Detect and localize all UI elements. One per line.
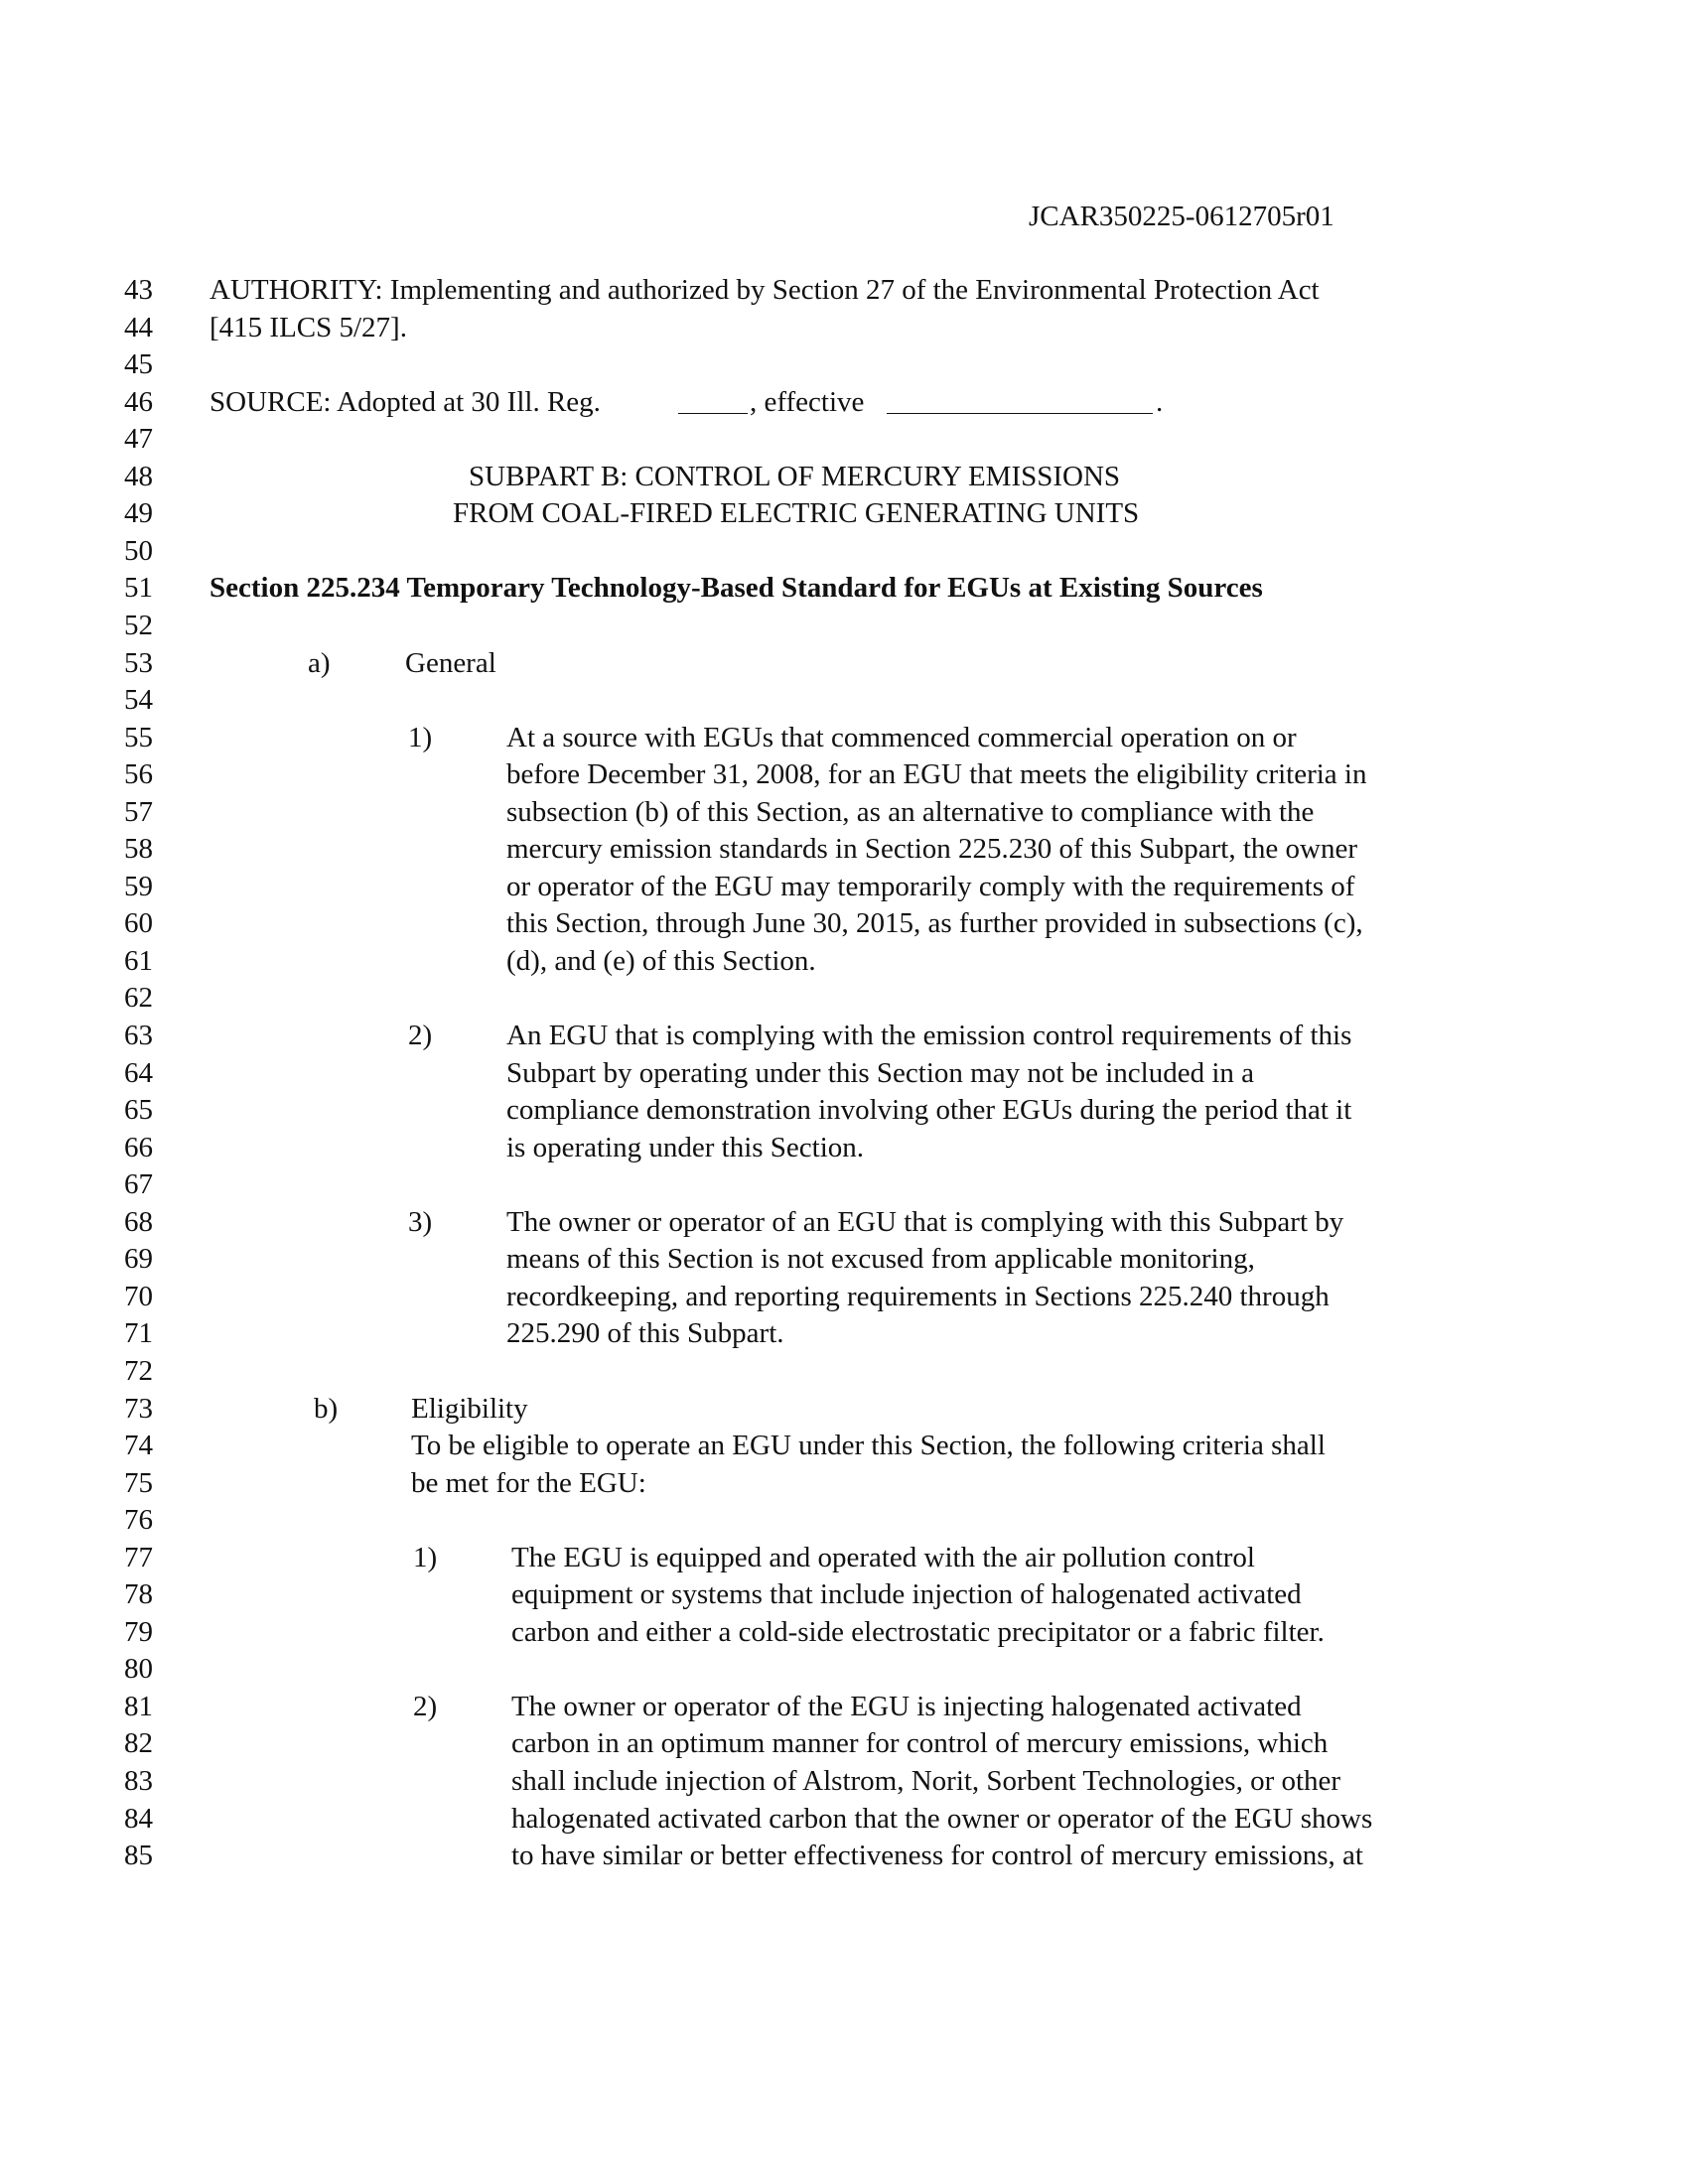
line-number: 72 <box>124 1354 153 1387</box>
line-number: 50 <box>124 534 153 567</box>
line-number: 80 <box>124 1653 153 1686</box>
line-text: [415 ILCS 5/27]. <box>210 311 407 343</box>
line-number: 48 <box>124 460 153 492</box>
line-text: The owner or operator of an EGU that is complying with this Subpart by <box>506 1205 1344 1238</box>
document-line <box>0 1278 1684 1315</box>
document-line <box>0 904 1684 942</box>
line-text: To be eligible to operate an EGU under this Section, the following criteria shall <box>411 1430 1326 1462</box>
line-text: (d), and (e) of this Section. <box>506 944 816 977</box>
line-number: 84 <box>124 1802 153 1835</box>
document-line <box>0 345 1684 383</box>
document-line <box>0 1091 1684 1129</box>
document-line <box>0 1427 1684 1464</box>
document-line <box>0 755 1684 793</box>
register-number-blank <box>678 387 748 414</box>
line-text: carbon and either a cold-side electrostatic precipitator or a fabric filter. <box>511 1615 1325 1648</box>
line-number: 77 <box>124 1541 153 1573</box>
line-text: The EGU is equipped and operated with the air pollution control <box>511 1541 1255 1573</box>
line-number: 82 <box>124 1727 153 1760</box>
document-line <box>0 309 1684 346</box>
line-text: halogenated activated carbon that the owner or operator of the EGU shows <box>511 1802 1373 1835</box>
document-line <box>0 569 1684 607</box>
document-line <box>0 1314 1684 1352</box>
document-line <box>0 494 1684 532</box>
line-number: 85 <box>124 1840 153 1872</box>
line-text: 1) <box>408 721 433 753</box>
line-number: 57 <box>124 795 153 828</box>
document-line <box>0 1762 1684 1800</box>
line-number: 51 <box>124 572 153 605</box>
line-number: 76 <box>124 1504 153 1537</box>
line-number: 66 <box>124 1131 153 1163</box>
line-text: subsection (b) of this Section, as an alternative to compliance with the <box>506 795 1315 828</box>
document-line <box>0 420 1684 458</box>
line-number: 75 <box>124 1466 153 1499</box>
document-line <box>0 830 1684 868</box>
line-number: 71 <box>124 1317 153 1350</box>
line-number: 62 <box>124 982 153 1015</box>
line-text: 2) <box>408 1020 433 1051</box>
effective-date-blank <box>887 387 1153 414</box>
document-line <box>0 1800 1684 1838</box>
document-line <box>0 532 1684 570</box>
line-text: is operating under this Section. <box>506 1131 865 1163</box>
line-number: 78 <box>124 1578 153 1611</box>
line-text: 3) <box>408 1205 433 1238</box>
document-line <box>0 681 1684 719</box>
line-number: 45 <box>124 348 153 381</box>
line-text: General <box>405 646 496 679</box>
line-text: equipment or systems that include injection of halogenated activated <box>511 1578 1302 1611</box>
line-number: 59 <box>124 870 153 902</box>
document-line <box>0 1837 1684 1874</box>
line-text: mercury emission standards in Section 225.230 of this Subpart, the owner <box>506 833 1357 866</box>
line-number: 46 <box>124 385 153 418</box>
line-number: 55 <box>124 721 153 753</box>
line-number: 47 <box>124 423 153 456</box>
document-line <box>0 1501 1684 1539</box>
line-number: 53 <box>124 646 153 679</box>
line-text: 225.290 of this Subpart. <box>506 1317 784 1350</box>
document-line <box>0 1054 1684 1092</box>
line-number: 70 <box>124 1280 153 1312</box>
document-line <box>0 1203 1684 1241</box>
document-line <box>0 1688 1684 1725</box>
document-line <box>0 1613 1684 1651</box>
line-text: this Section, through June 30, 2015, as further provided in subsections (c), <box>506 907 1363 940</box>
document-line <box>0 1724 1684 1762</box>
line-text: AUTHORITY: Implementing and authorized by Section 27 of the Environmental Protection Act <box>210 274 1320 306</box>
line-text: Subpart by operating under this Section may not be included in a <box>506 1056 1255 1089</box>
line-number: 61 <box>124 944 153 977</box>
line-number: 63 <box>124 1020 153 1051</box>
document-line <box>0 868 1684 905</box>
line-number: 69 <box>124 1243 153 1276</box>
document-line <box>0 979 1684 1017</box>
line-text: SOURCE: Adopted at 30 Ill. Reg. <box>210 385 601 418</box>
section-heading: Section 225.234 Temporary Technology-Based Standard for EGUs at Existing Sources <box>210 572 1263 605</box>
line-text: or operator of the EGU may temporarily comply with the requirements of <box>506 870 1355 902</box>
line-number: 44 <box>124 311 153 343</box>
line-text: Eligibility <box>411 1392 528 1425</box>
document-line <box>0 1240 1684 1278</box>
line-text: to have similar or better effectiveness for control of mercury emissions, at <box>511 1840 1363 1872</box>
line-number: 56 <box>124 758 153 791</box>
line-text: SUBPART B: CONTROL OF MERCURY EMISSIONS <box>469 460 1121 492</box>
document-line <box>0 458 1684 495</box>
line-number: 49 <box>124 497 153 530</box>
line-number: 83 <box>124 1765 153 1797</box>
line-text: carbon in an optimum manner for control of mercury emissions, which <box>511 1727 1329 1760</box>
line-text: means of this Section is not excused from applicable monitoring, <box>506 1243 1255 1276</box>
document-line <box>0 942 1684 980</box>
line-number: 73 <box>124 1392 153 1425</box>
line-text: shall include injection of Alstrom, Norit, Sorbent Technologies, or other <box>511 1765 1341 1797</box>
document-line <box>0 1539 1684 1576</box>
line-number: 43 <box>124 274 153 306</box>
line-text: The owner or operator of the EGU is injecting halogenated activated <box>511 1690 1302 1722</box>
line-text: be met for the EGU: <box>411 1466 646 1499</box>
document-line <box>0 383 1684 421</box>
line-text: An EGU that is complying with the emission control requirements of this <box>506 1020 1352 1051</box>
line-text: recordkeeping, and reporting requirements in Sections 225.240 through <box>506 1280 1330 1312</box>
document-line <box>0 644 1684 682</box>
line-text: 1) <box>413 1541 438 1573</box>
document-line <box>0 1390 1684 1428</box>
document-line <box>0 607 1684 644</box>
line-number: 52 <box>124 609 153 641</box>
line-text: 2) <box>413 1690 438 1722</box>
line-number: 60 <box>124 907 153 940</box>
line-text: b) <box>314 1392 339 1425</box>
line-number: 74 <box>124 1430 153 1462</box>
line-text: At a source with EGUs that commenced commercial operation on or <box>506 721 1297 753</box>
document-line <box>0 1352 1684 1390</box>
document-line <box>0 1017 1684 1054</box>
document-id: JCAR350225-0612705r01 <box>1029 201 1334 232</box>
line-number: 58 <box>124 833 153 866</box>
document-line <box>0 1165 1684 1203</box>
document-line <box>0 1650 1684 1688</box>
document-line <box>0 271 1684 309</box>
document-line <box>0 719 1684 756</box>
document-line <box>0 1464 1684 1502</box>
document-line <box>0 1129 1684 1166</box>
line-number: 81 <box>124 1690 153 1722</box>
document-line <box>0 1575 1684 1613</box>
line-text: a) <box>308 646 331 679</box>
line-number: 67 <box>124 1168 153 1201</box>
line-number: 65 <box>124 1094 153 1127</box>
line-number: 68 <box>124 1205 153 1238</box>
line-text: . <box>1156 385 1164 418</box>
document-line <box>0 793 1684 831</box>
line-text: before December 31, 2008, for an EGU that meets the eligibility criteria in <box>506 758 1367 791</box>
line-number: 79 <box>124 1615 153 1648</box>
line-text: , effective <box>750 385 865 418</box>
line-number: 54 <box>124 684 153 717</box>
line-number: 64 <box>124 1056 153 1089</box>
line-text: FROM COAL-FIRED ELECTRIC GENERATING UNITS <box>453 497 1140 530</box>
line-text: compliance demonstration involving other EGUs during the period that it <box>506 1094 1352 1127</box>
